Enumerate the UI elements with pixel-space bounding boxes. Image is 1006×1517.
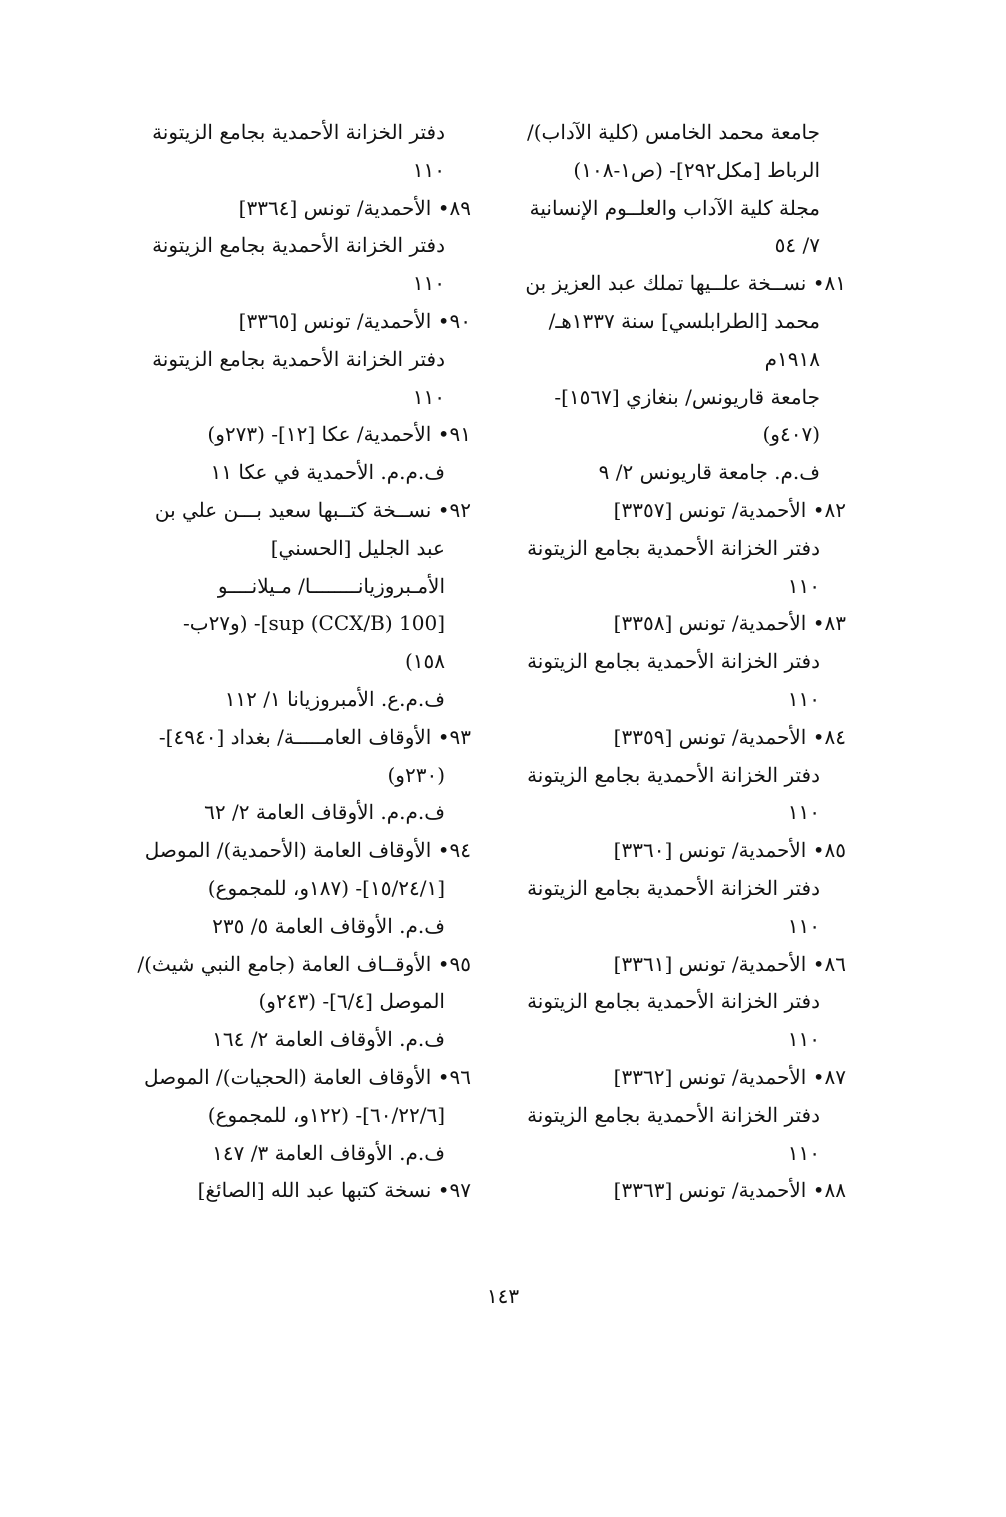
entry-detail-line: عبد الجليل [الحسني] — [270, 535, 445, 560]
entry-detail-line: [100 sup (CCX/B)]- (و٢٧ب- — [182, 611, 445, 636]
entry-detail-line: ١١٠ — [412, 271, 445, 296]
entry-heading-line: ٨٦• الأحمدية/ تونس [٣٣٦١] — [613, 951, 846, 976]
entry-detail-line: ١٩١٨م — [764, 346, 820, 371]
entry-detail-line: دفتر الخزانة الأحمدية بجامع الزيتونة — [527, 535, 820, 560]
entry-detail-line: ف.م.م. الأحمدية في عكا ١١ — [210, 460, 445, 485]
entry-detail-line: (٤٠٧و) — [762, 422, 820, 447]
entry-detail-line: ١١٠ — [787, 1027, 820, 1052]
entry-detail-line: محمد [الطرابلسي] سنة ١٣٣٧هـ/ — [548, 308, 820, 333]
entry-heading-line: ٨١• نســخة علــيها تملك عبد العزيز بن — [525, 271, 846, 296]
entry-detail-line: دفتر الخزانة الأحمدية بجامع الزيتونة — [527, 875, 820, 900]
entry-heading-line: ٨٩• الأحمدية/ تونس [٣٣٦٤] — [238, 195, 471, 220]
entry-heading-line: ٩٣• الأوقاف العامـــــة/ بغداد [٤٩٤٠]- — [158, 724, 471, 749]
entry-detail-line: (٢٣٠و) — [387, 762, 445, 787]
entry-heading-line: ٨٤• الأحمدية/ تونس [٣٣٥٩] — [613, 724, 846, 749]
entry-heading-line: ٩٦• الأوقاف العامة (الحجيات)/ الموصل — [144, 1064, 471, 1089]
entry-heading-line: ٩٤• الأوقاف العامة (الأحمدية)/ الموصل — [144, 838, 471, 863]
entry-detail-line: جامعة محمد الخامس (كلية الآداب)/ — [526, 120, 820, 144]
entry-detail-line: دفتر الخزانة الأحمدية بجامع الزيتونة — [152, 346, 445, 371]
entry-detail-line: ف.م.م. الأوقاف العامة ٢/ ٦٢ — [204, 800, 445, 825]
page-number: ١٤٣ — [486, 1284, 520, 1308]
entry-detail-line: دفتر الخزانة الأحمدية بجامع الزيتونة — [152, 120, 445, 144]
entry-detail-line: دفتر الخزانة الأحمدية بجامع الزيتونة — [527, 762, 820, 787]
entry-detail-line: ١١٠ — [787, 686, 820, 711]
entry-detail-line: ١١٠ — [787, 913, 820, 938]
entry-detail-line: دفتر الخزانة الأحمدية بجامع الزيتونة — [527, 989, 820, 1014]
left-column — [121, 114, 471, 1210]
entry-detail-line: ف.م.ع. الأمبروزيانا ١/ ١١٢ — [224, 686, 445, 711]
entry-detail-line: الأمـبروزيانــــــــا/ مـيلانــــو — [217, 573, 445, 598]
entry-heading-line: ٩١• الأحمدية/ عكا [١٢]- (٢٧٣و) — [207, 422, 471, 447]
entry-detail-line: دفتر الخزانة الأحمدية بجامع الزيتونة — [527, 649, 820, 674]
entry-detail-line: ف.م. الأوقاف العامة ٥/ ٢٣٥ — [212, 913, 445, 938]
entry-heading-line: ٩٠• الأحمدية/ تونس [٣٣٦٥] — [238, 308, 471, 333]
entry-heading-line: ٩٢• نســخة كتــبها سعيد بـــن علي بن — [154, 497, 471, 522]
entry-detail-line: ١٥٨) — [404, 649, 445, 674]
entry-heading-line: ٩٥• الأوقــاف العامة (جامع النبي شيث)/ — [137, 951, 471, 976]
entry-heading-line: ٨٢• الأحمدية/ تونس [٣٣٥٧] — [613, 497, 846, 522]
right-column — [501, 114, 846, 1210]
entry-heading-line: ٨٨• الأحمدية/ تونس [٣٣٦٣] — [613, 1178, 846, 1203]
entry-detail-line: الموصل [٦/٤]- (٢٤٣و) — [258, 989, 445, 1014]
entry-detail-line: ١١٠ — [412, 157, 445, 182]
entry-detail-line: ف.م. الأوقاف العامة ٢/ ١٦٤ — [212, 1027, 445, 1052]
entry-detail-line: مجلة كلية الآداب والعلــوم الإنسانية — [529, 195, 820, 220]
entry-detail-line: [١٥/٢٤/١]- (١٨٧و، للمجموع) — [207, 875, 445, 900]
entry-detail-line: جامعة قاريونس/ بنغازي [١٥٦٧]- — [554, 384, 820, 409]
entry-heading-line: ٨٥• الأحمدية/ تونس [٣٣٦٠] — [613, 838, 846, 863]
entry-detail-line: ف.م. جامعة قاريونس ٢/ ٩ — [598, 460, 820, 485]
entry-detail-line: [٦٠/٢٢/٦]- (١٢٢و، للمجموع) — [207, 1102, 445, 1127]
entry-detail-line: دفتر الخزانة الأحمدية بجامع الزيتونة — [152, 233, 445, 258]
entry-detail-line: دفتر الخزانة الأحمدية بجامع الزيتونة — [527, 1102, 820, 1127]
entry-heading-line: ٨٣• الأحمدية/ تونس [٣٣٥٨] — [613, 611, 846, 636]
entry-detail-line: ١١٠ — [787, 800, 820, 825]
entry-detail-line: ٧/ ٥٤ — [774, 233, 820, 258]
entry-detail-line: ف.م. الأوقاف العامة ٣/ ١٤٧ — [212, 1140, 445, 1165]
entry-detail-line: ١١٠ — [412, 384, 445, 409]
entry-heading-line: ٩٧• نسخة كتبها عبد الله [الصائغ] — [197, 1178, 471, 1203]
entry-detail-line: ١١٠ — [787, 573, 820, 598]
entry-detail-line: الرباط [مكل٢٩٢]- (ص١-١٠٨) — [573, 157, 820, 182]
entry-heading-line: ٨٧• الأحمدية/ تونس [٣٣٦٢] — [613, 1064, 846, 1089]
entry-detail-line: ١١٠ — [787, 1140, 820, 1165]
